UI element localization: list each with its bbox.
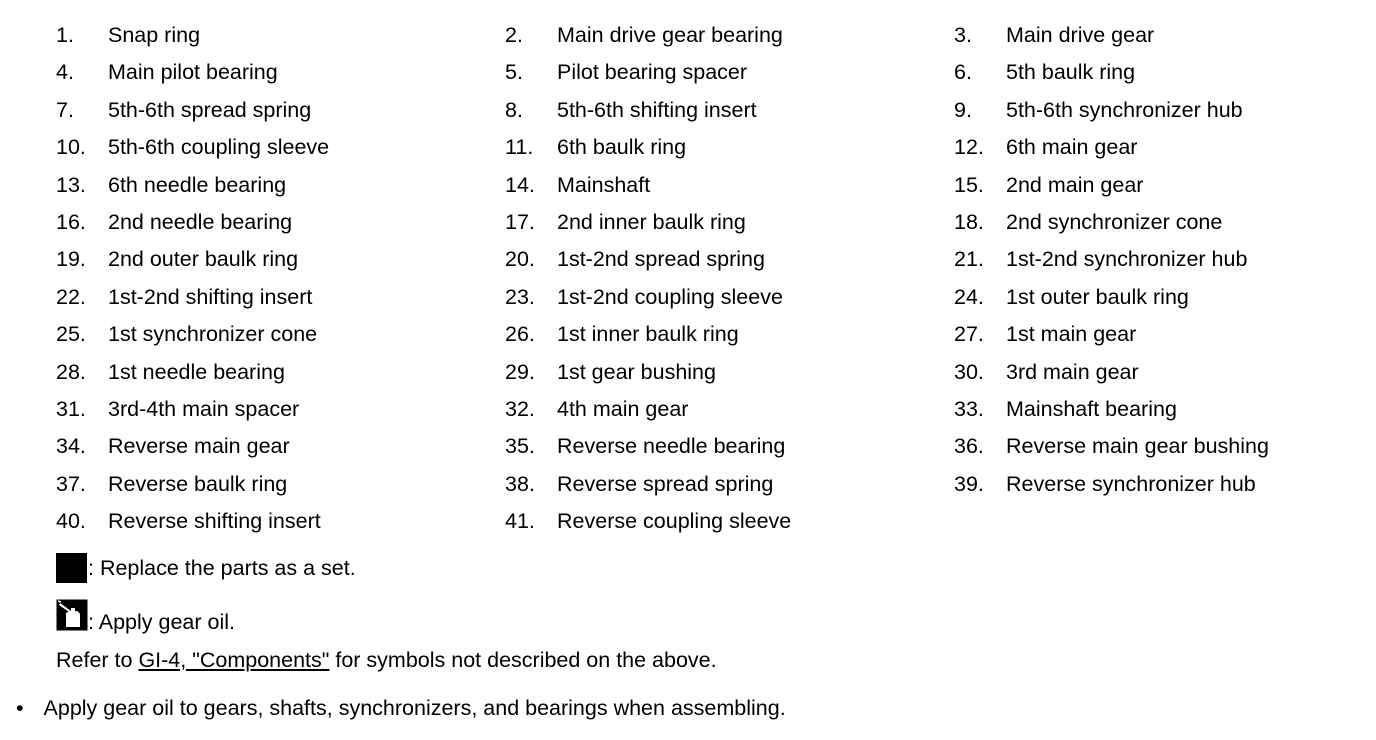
item-label: 6th main gear (1006, 135, 1138, 160)
item-number: 3. (954, 23, 972, 47)
set-symbol-note: : Replace the parts as a set. (88, 556, 356, 580)
item-number: 29. (505, 359, 535, 384)
item-label: 1st-2nd shifting insert (108, 284, 313, 309)
item-label: Reverse spread spring (557, 471, 774, 496)
item-label: 1st outer baulk ring (1006, 284, 1189, 309)
item-label: 2nd inner baulk ring (557, 210, 746, 234)
legend-row (0, 503, 1376, 540)
item-label: Reverse shifting insert (108, 509, 321, 534)
item-number: 31. (56, 397, 86, 421)
item-label: Pilot bearing spacer (557, 60, 748, 85)
item-number: 22. (56, 284, 86, 309)
item-number: 25. (56, 322, 86, 347)
item-label: Reverse main gear bushing (1006, 434, 1269, 459)
item-number: 11. (505, 135, 534, 160)
legend-row (0, 279, 1376, 316)
oil-can-icon (56, 599, 88, 631)
legend-row (0, 167, 1376, 204)
item-label: 2nd needle bearing (108, 210, 293, 234)
item-label: 5th baulk ring (1006, 60, 1136, 85)
item-label: Snap ring (108, 23, 201, 47)
legend-row (0, 466, 1376, 503)
item-label: Reverse needle bearing (557, 434, 786, 459)
item-label: Main drive gear bearing (557, 23, 783, 47)
item-label: Main pilot bearing (108, 60, 278, 85)
item-label: 3rd main gear (1006, 359, 1139, 384)
item-label: 5th-6th shifting insert (557, 97, 757, 122)
components-link[interactable]: GI-4, "Components" (138, 648, 330, 672)
filled-square-icon (56, 553, 87, 583)
item-label: 2nd outer baulk ring (108, 247, 299, 272)
reference-prefix: Refer to (56, 648, 139, 672)
item-label: 3rd-4th main spacer (108, 397, 300, 421)
legend-row (0, 241, 1376, 278)
item-number: 8. (505, 97, 523, 122)
item-number: 24. (954, 284, 984, 309)
legend-row (0, 92, 1376, 129)
item-label: 6th baulk ring (557, 135, 687, 160)
item-label: Reverse baulk ring (108, 471, 288, 496)
item-number: 7. (56, 97, 74, 122)
item-label: 1st-2nd synchronizer hub (1006, 247, 1248, 272)
item-number: 14. (505, 172, 535, 197)
item-number: 32. (505, 397, 535, 421)
item-number: 4. (56, 60, 74, 85)
item-number: 12. (954, 135, 984, 160)
item-label: 4th main gear (557, 397, 689, 421)
bullet-note (16, 696, 786, 721)
oil-symbol-note: : Apply gear oil. (88, 610, 236, 634)
item-label: 1st gear bushing (557, 359, 716, 384)
item-number: 1. (56, 23, 74, 47)
item-label: 1st-2nd coupling sleeve (557, 284, 783, 309)
item-number: 13. (56, 172, 86, 197)
item-number: 17. (505, 210, 535, 234)
item-number: 2. (505, 23, 523, 47)
legend-row (0, 17, 1376, 54)
item-label: 5th-6th coupling sleeve (108, 135, 330, 160)
reference-line (56, 648, 717, 673)
legend-row (0, 354, 1376, 391)
item-number: 23. (505, 284, 535, 309)
item-label: 1st inner baulk ring (557, 322, 739, 347)
item-number: 40. (56, 509, 86, 534)
item-number: 15. (954, 172, 984, 197)
legend-row (0, 129, 1376, 166)
item-number: 38. (505, 471, 535, 496)
item-label: 5th-6th spread spring (108, 97, 312, 122)
item-number: 21. (954, 247, 984, 272)
bullet-icon: • (16, 696, 24, 720)
item-label: 1st main gear (1006, 322, 1137, 347)
item-label: Reverse synchronizer hub (1006, 471, 1256, 496)
item-label: 5th-6th synchronizer hub (1006, 97, 1243, 122)
item-label: 1st synchronizer cone (108, 322, 318, 347)
item-number: 34. (56, 434, 86, 459)
legend-row (0, 204, 1376, 241)
bullet-text: Apply gear oil to gears, shafts, synchronizers, and bearings when assembling. (43, 696, 786, 720)
item-number: 26. (505, 322, 535, 347)
item-number: 18. (954, 210, 984, 234)
item-label: Main drive gear (1006, 23, 1155, 47)
item-number: 16. (56, 210, 86, 234)
item-number: 33. (954, 397, 984, 421)
item-number: 19. (56, 247, 86, 272)
item-label: 1st-2nd spread spring (557, 247, 765, 272)
reference-suffix: for symbols not described on the above. (329, 648, 717, 672)
legend-row (0, 428, 1376, 465)
item-number: 10. (56, 135, 86, 160)
item-number: 30. (954, 359, 984, 384)
item-label: 2nd main gear (1006, 172, 1144, 197)
item-label: 2nd synchronizer cone (1006, 210, 1223, 234)
item-number: 39. (954, 471, 984, 496)
item-number: 9. (954, 97, 972, 122)
item-number: 41. (505, 509, 535, 534)
legend-row (0, 316, 1376, 353)
item-number: 20. (505, 247, 535, 272)
item-label: Mainshaft (557, 172, 651, 197)
item-number: 36. (954, 434, 984, 459)
item-label: Mainshaft bearing (1006, 397, 1177, 421)
item-number: 6. (954, 60, 972, 85)
item-number: 28. (56, 359, 86, 384)
item-label: 1st needle bearing (108, 359, 285, 384)
item-number: 5. (505, 60, 523, 85)
legend-row (0, 54, 1376, 91)
item-label: Reverse coupling sleeve (557, 509, 792, 534)
item-number: 35. (505, 434, 535, 459)
item-label: Reverse main gear (108, 434, 290, 459)
item-number: 27. (954, 322, 984, 347)
item-label: 6th needle bearing (108, 172, 287, 197)
item-number: 37. (56, 471, 86, 496)
legend-row (0, 391, 1376, 428)
